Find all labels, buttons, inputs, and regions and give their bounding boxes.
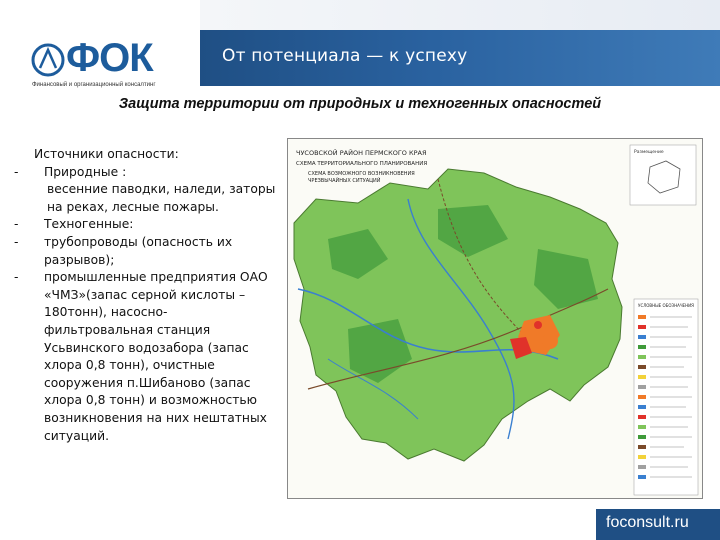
banner (200, 30, 720, 86)
footer-badge (596, 509, 720, 540)
logo-icon (30, 42, 66, 78)
logo-subtitle: Финансовый и организационный консалтинг (32, 82, 156, 88)
list-item-text: трубопроводы (опасность их разрывов); (44, 234, 233, 267)
list-item-text: Природные : (44, 164, 127, 179)
map-title: ЧУСОВСКОЙ РАЙОН ПЕРМСКОГО КРАЯ (296, 149, 427, 157)
banner-top (200, 0, 720, 30)
inset-label: Размещение (634, 150, 664, 155)
list-dash: - (14, 270, 19, 285)
hazard-zone (542, 333, 558, 349)
page-title: Защита территории от природных и техногенных опасностей (118, 96, 602, 112)
hazard-sources-text (14, 146, 276, 445)
list-item-text: промышленные предприятия ОАО «ЧМЗ»(запас серной кислоты – 180тонн), насосно-фильтровальная станция Усьвинского водозабора (запас хлора 0,8 тонн), очистные сооружения п.Шибаново (запас хлора 0,8 тонн) и возможностью возникновения на них нештатных ситуаций. (44, 270, 268, 443)
list-item (14, 181, 276, 216)
map-subtitle: СХЕМА ВОЗМОЖНОГО ВОЗНИКНОВЕНИЯ (308, 171, 415, 177)
legend-title: УСЛОВНЫЕ ОБОЗНАЧЕНИЯ (638, 303, 694, 308)
list-item (14, 234, 276, 269)
sources-heading: Источники опасности: (34, 147, 179, 161)
list-item-text: весенние паводки, наледи, заторы на реках, лесные пожары. (47, 182, 276, 214)
list-dash: - (14, 234, 19, 249)
site-url: foconsult.ru (606, 514, 689, 531)
list-item (14, 269, 276, 445)
hazard-map (287, 138, 703, 499)
map-image (288, 139, 703, 499)
list-dash: - (14, 164, 19, 179)
map-subtitle: СХЕМА ТЕРРИТОРИАЛЬНОГО ПЛАНИРОВАНИЯ (296, 161, 428, 167)
list-item (14, 216, 276, 234)
hazard-zone (534, 321, 542, 329)
list-item-text: Техногенные: (44, 217, 134, 232)
slogan: От потенциала — к успеху (222, 46, 468, 66)
map-subtitle: ЧРЕЗВЫЧАЙНЫХ СИТУАЦИЙ (308, 178, 381, 184)
logo-area (0, 0, 200, 96)
logo-text: ФОК (66, 36, 153, 80)
list-item (14, 164, 276, 182)
list-dash: - (14, 217, 19, 232)
header (0, 0, 720, 96)
